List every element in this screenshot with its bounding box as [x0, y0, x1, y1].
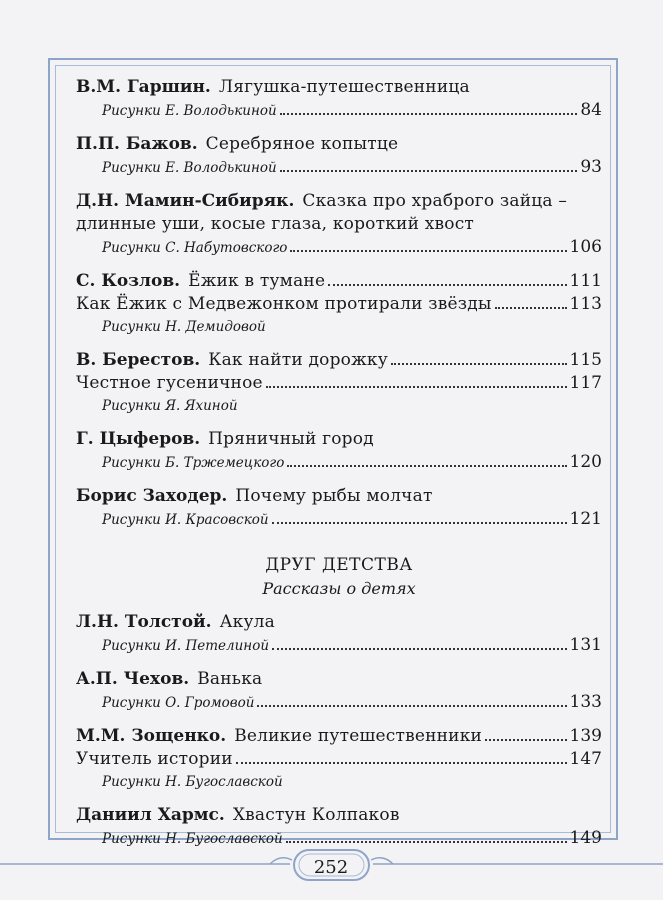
toc-line — [76, 270, 602, 293]
author-name: Борис Заходер. — [76, 486, 228, 506]
toc-group-1 — [76, 76, 602, 531]
toc-entry — [76, 349, 602, 417]
illustrator-credit: Рисунки О. Громовой — [102, 695, 255, 711]
toc-line — [76, 485, 602, 508]
work-title: Лягушка-путешественница — [218, 77, 470, 97]
illustrator-credit: Рисунки И. Петелиной — [102, 638, 270, 654]
page-ref: 84 — [580, 100, 602, 120]
work-title: Ёжик в тумане — [188, 271, 326, 291]
page-ref: 93 — [580, 157, 602, 177]
illustrator-line — [76, 156, 602, 179]
leader-dots — [495, 307, 567, 309]
leader-dots — [328, 284, 566, 286]
page-ref: 120 — [569, 452, 602, 472]
toc-line — [76, 748, 602, 771]
illustrator-credit: Рисунки Я. Яхиной — [102, 398, 238, 414]
illustrator-line — [76, 508, 602, 531]
author-name: В.М. Гаршин. — [76, 77, 211, 97]
author-name: С. Козлов. — [76, 271, 181, 291]
author-name: Л.Н. Толстой. — [76, 612, 212, 632]
toc-line — [76, 725, 602, 748]
page-footer — [0, 838, 663, 888]
illustrator-line — [76, 236, 602, 259]
page-ref: 111 — [569, 271, 602, 291]
author-name: Г. Цыферов. — [76, 429, 201, 449]
illustrator-credit: Рисунки Н. Демидовой — [102, 319, 266, 335]
page-ref: 106 — [569, 237, 602, 257]
page-ref: 121 — [569, 509, 602, 529]
illustrator-credit: Рисунки Б. Тржемецкого — [102, 455, 285, 471]
illustrator-credit: Рисунки Е. Володькиной — [102, 103, 277, 119]
toc-entry — [76, 133, 602, 179]
leader-dots — [272, 522, 567, 524]
illustrator-credit: Рисунки Н. Бугославской — [102, 831, 283, 847]
toc-line — [76, 428, 602, 451]
toc-line — [76, 190, 602, 236]
toc-entry — [76, 270, 602, 338]
leader-dots — [257, 705, 566, 707]
toc-entry — [76, 611, 602, 657]
work-title: Ванька — [197, 669, 263, 689]
toc-entry — [76, 485, 602, 531]
work-title: Акула — [219, 612, 276, 632]
toc-group-2 — [76, 611, 602, 850]
page-ref: 117 — [569, 373, 602, 393]
illustrator-credit: Рисунки Н. Бугославской — [102, 774, 283, 790]
page-ref: 115 — [569, 350, 602, 370]
toc-line — [76, 76, 602, 99]
work-title: Хвастун Колпаков — [232, 805, 400, 825]
illustrator-line — [76, 99, 602, 122]
illustrator-line — [76, 316, 602, 338]
work-title: Сказка про храброго зайца – длинные уши, косые глаза, короткий хвост — [76, 191, 568, 234]
toc-entry — [76, 190, 602, 259]
leader-dots — [266, 386, 567, 388]
illustrator-line — [76, 395, 602, 417]
toc-line — [76, 611, 602, 634]
leader-dots — [287, 465, 566, 467]
illustrator-line — [76, 771, 602, 793]
work-title: Как найти дорожку — [208, 350, 388, 370]
leader-dots — [236, 762, 567, 764]
author-name: М.М. Зощенко. — [76, 726, 227, 746]
illustrator-line — [76, 634, 602, 657]
leader-dots — [272, 648, 567, 650]
author-name: Д.Н. Мамин-Сибиряк. — [76, 191, 295, 211]
toc-line — [76, 293, 602, 316]
author-name: В. Берестов. — [76, 350, 201, 370]
work-title: Учитель истории — [76, 749, 233, 769]
page-ref: 133 — [569, 692, 602, 712]
illustrator-line — [76, 451, 602, 474]
work-title: Честное гусеничное — [76, 373, 263, 393]
page-number: 252 — [313, 857, 349, 878]
work-title: Серебряное копытце — [205, 134, 399, 154]
toc-line — [76, 349, 602, 372]
work-title: Почему рыбы молчат — [235, 486, 433, 506]
section-subtitle: Рассказы о детях — [262, 579, 416, 598]
author-name: А.П. Чехов. — [76, 669, 190, 689]
toc-line — [76, 668, 602, 691]
leader-dots — [391, 363, 567, 365]
page-ref: 147 — [569, 749, 602, 769]
page-ref: 149 — [569, 828, 602, 848]
toc-line — [76, 133, 602, 156]
section-title: ДРУГ ДЕТСТВА — [265, 555, 413, 575]
toc-entry — [76, 725, 602, 793]
illustrator-credit: Рисунки С. Набутовского — [102, 240, 288, 256]
page-ref: 113 — [569, 294, 602, 314]
toc-entry — [76, 668, 602, 714]
toc-entry — [76, 428, 602, 474]
toc-entry — [76, 76, 602, 122]
illustrator-credit: Рисунки И. Красовской — [102, 512, 269, 528]
page-ref: 131 — [569, 635, 602, 655]
work-title: Пряничный город — [208, 429, 374, 449]
toc-line — [76, 372, 602, 395]
illustrator-line — [76, 691, 602, 714]
page-ref: 139 — [569, 726, 602, 746]
leader-dots — [280, 170, 578, 172]
table-of-contents — [76, 76, 602, 861]
author-name: Даниил Хармс. — [76, 805, 225, 825]
leader-dots — [290, 250, 566, 252]
author-name: П.П. Бажов. — [76, 134, 198, 154]
work-title: Как Ёжик с Медвежонком протирали звёзды — [76, 294, 492, 314]
illustrator-credit: Рисунки Е. Володькиной — [102, 160, 277, 176]
work-title: Великие путешественники — [234, 726, 483, 746]
leader-dots — [280, 113, 578, 115]
toc-line — [76, 804, 602, 827]
leader-dots — [485, 739, 566, 741]
